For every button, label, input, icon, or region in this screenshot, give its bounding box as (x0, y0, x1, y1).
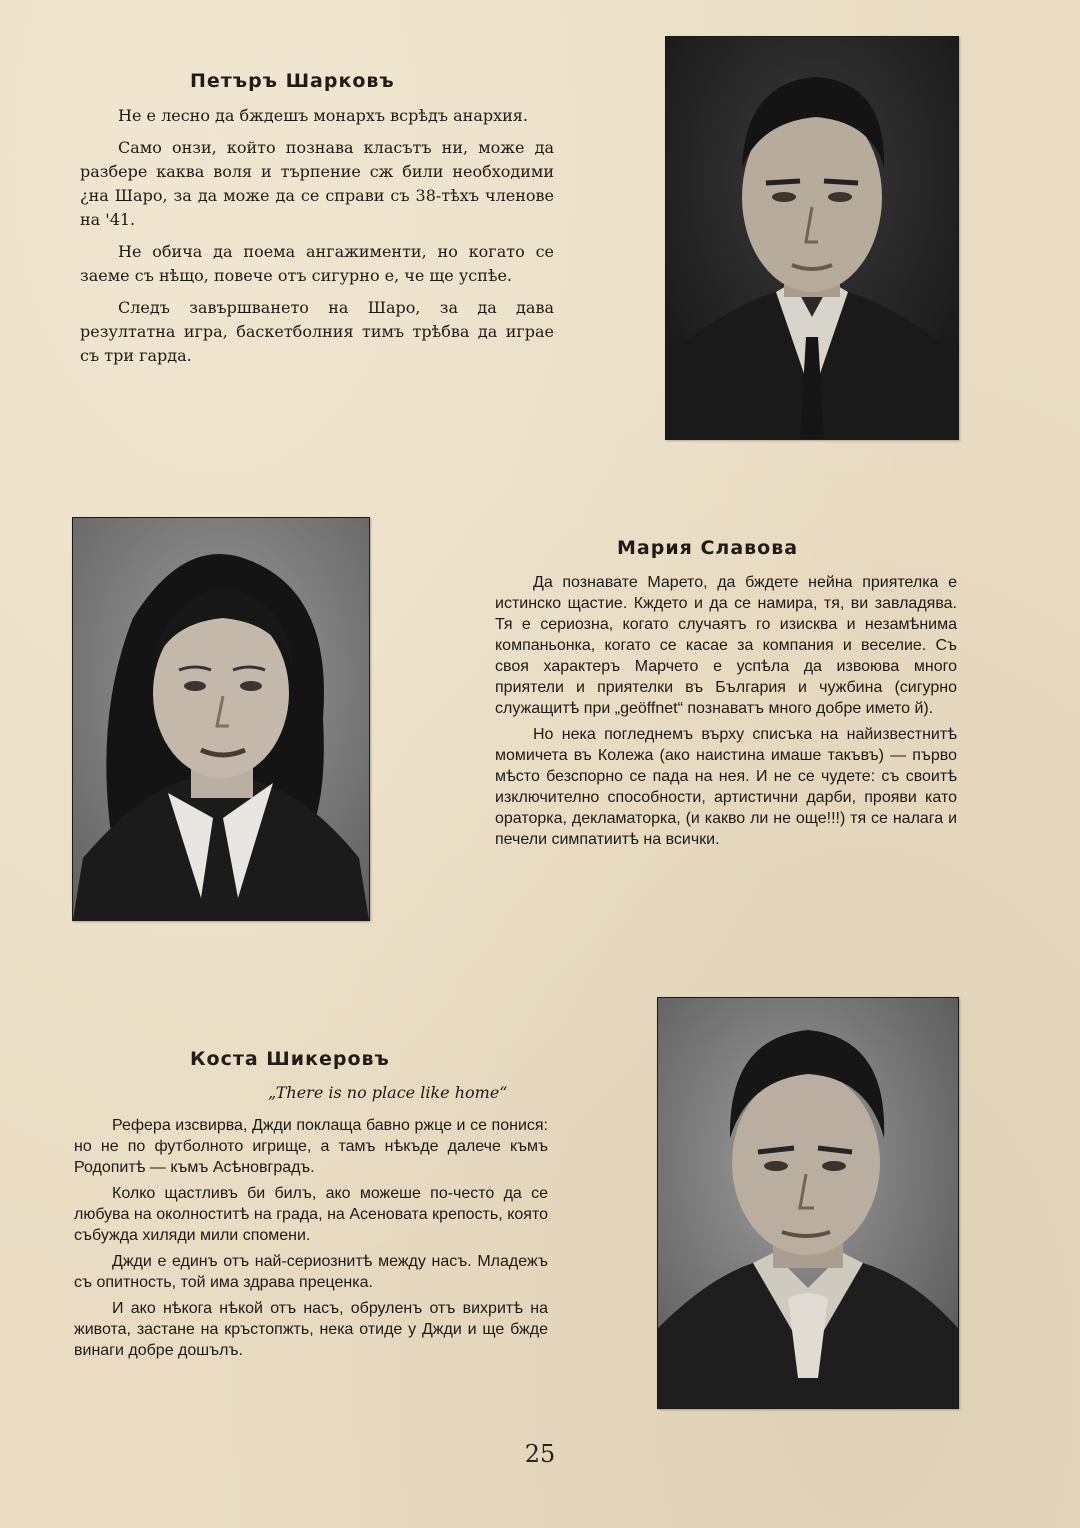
entry-name-shikerov: Коста Шикеровъ (190, 1048, 390, 1070)
entry-text-shikerov (74, 1115, 548, 1366)
portrait-shikerov-image (658, 998, 958, 1408)
paragraph: И ако нѣкога нѣкой отъ насъ, обруленъ отъ вихритѣ на живота, застане на кръстопжть, нека отиде у Джди и ще бжде винаги добре дошълъ. (74, 1300, 548, 1359)
paragraph: Но нека погледнемъ върху списъка на найизвестнитѣ момичета въ Колежа (ако наистина имаше такъвъ) — първо мѣсто безспорно се пада на нея. И не се чудете: съ своитѣ изключително способности, артистични дарби, прояви като ораторка, декламаторка, (и какво ли не още!!!) тя се налага и печели симпатиитѣ на всички. (495, 726, 957, 848)
paragraph: Да познавате Марето, да бждете нейна приятелка е истинско щастие. Кждето и да се намира, тя, ви завладява. Тя е сериозна, когато случаятъ го изисква и незамѣнима компаньонка, когато се касае за компания и веселие. Съ своя характеръ Марчето е успѣла да извоюва много приятели и приятелки въ България и чужбина (сигурно служащитѣ при „geöffnet“ познаватъ много добре името й). (495, 574, 957, 717)
portrait-photo-slavova (72, 517, 370, 921)
page-number: 25 (524, 1440, 556, 1468)
paragraph: Само онзи, който познава класътъ ни, може да разбере каква воля и търпение сж били необходими ¿на Шаро, за да може да се справи съ 38-тѣхъ членове на '41. (80, 138, 554, 229)
portrait-photo-shikerov (657, 997, 959, 1409)
entry-name-slavova: Мария Славова (617, 537, 799, 559)
entry-text-slavova (495, 572, 957, 855)
entry-name-sharkov: Петъръ Шарковъ (190, 70, 395, 92)
entry-epigraph-shikerov: „There is no place like home“ (268, 1083, 508, 1102)
portrait-photo-sharkov (665, 36, 959, 440)
portrait-slavova-image (73, 518, 369, 920)
paragraph: Следъ завършването на Шаро, за да дава резултатна игра, баскетболния тимъ трѣбва да играе съ три гарда. (80, 298, 554, 365)
paragraph: Не е лесно да бждешъ монархъ всрѣдъ анархия. (118, 106, 528, 125)
entry-text-sharkov (80, 104, 554, 376)
paragraph: Не обича да поема ангажименти, но когато се заеме съ нѣщо, повече отъ сигурно е, че ще успѣе. (80, 242, 554, 285)
portrait-sharkov-image (666, 37, 958, 439)
paragraph: Рефера изсвирва, Джди поклаща бавно ржце и се понися: но не по футболното игрище, а тамъ нѣкъде далече къмъ Родопитѣ — къмъ Асѣновградъ. (74, 1117, 548, 1176)
paragraph: Джди е единъ отъ най-сериознитѣ между насъ. Младежъ съ опитность, той има здрава преценка. (74, 1253, 548, 1291)
paragraph: Колко щастливъ би билъ, ако можеше по-често да се любува на околноститѣ на града, на Асеновата крепость, която събужда хиляди мили спомени. (74, 1185, 548, 1244)
